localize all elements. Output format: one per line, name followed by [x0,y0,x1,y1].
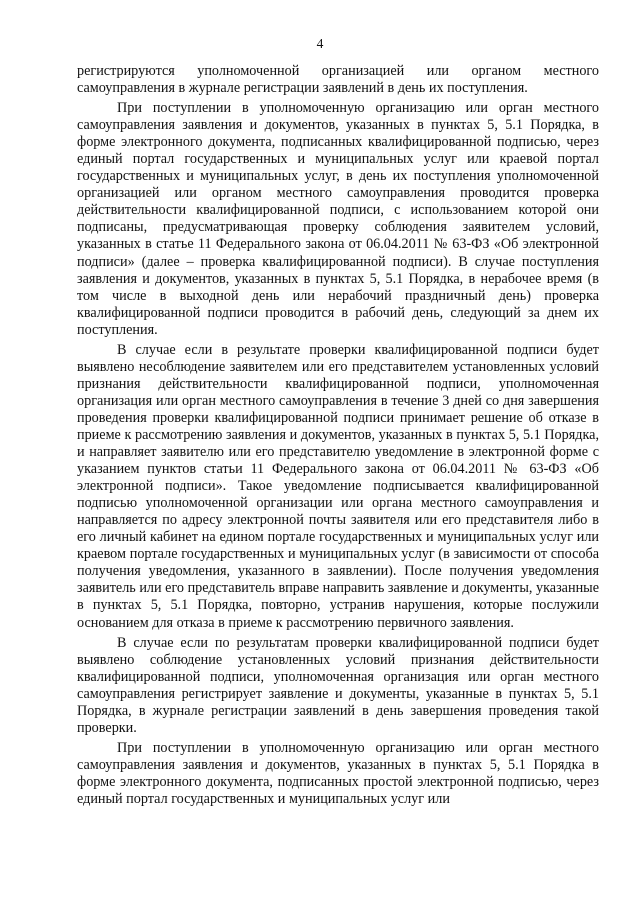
paragraph: В случае если в результате проверки квалифицированной подписи будет выявлено несоблюдение заявителем или его представителем установленных условий признания действительности квалифицированной подписи, уполномоченная организация или орган местного самоуправления в течение 3 дней со дня завершения проведения проверки квалифицированной подписи принимает решение об отказе в приеме к рассмотрению заявления и документов, указанных в пунктах 5, 5.1 Порядка, и направляет заявителю или его представителю уведомление в электронной форме с указанием пунктов статьи 11 Федерального закона от 06.04.2011 № 63-ФЗ «Об электронной подписи». Такое уведомление подписывается квалифицированной подписью уполномоченной организации или органа местного самоуправления и направляется по адресу электронной почты заявителя или его представителя либо в его личный кабинет на едином портале государственных и муниципальных услуг или краевом портале государственных и муниципальных услуг (в зависимости от способа получения уведомления, указанного в заявлении). После получения уведомления заявитель или его представитель вправе направить заявление и документы, указанные в пунктах 5, 5.1 Порядка, повторно, устранив нарушения, которые послужили основанием для отказа в приеме к рассмотрению первичного заявления. [77,341,599,631]
document-body [77,63,599,808]
paragraph: В случае если по результатам проверки квалифицированной подписи будет выявлено соблюдение установленных условий признания действительности квалифицированной подписи, уполномоченная организация или орган местного самоуправления регистрирует заявление и документы, указанные в пунктах 5, 5.1 Порядка, в журнале регистрации заявлений в день завершения проведения такой проверки. [77,634,599,736]
paragraph: При поступлении в уполномоченную организацию или орган местного самоуправления заявления и документов, указанных в пунктах 5, 5.1 Порядка, в форме электронного документа, подписанных квалифицированной подписью, через единый портал государственных и муниципальных услуг или краевой портал государственных и муниципальных услуг, в день их поступления уполномоченной организацией или органом местного самоуправления проводится проверка действительности квалифицированной подписи, с использованием которой они подписаны, предусматривающая проверку соблюдения заявителем условий, указанных в статье 11 Федерального закона от 06.04.2011 № 63-ФЗ «Об электронной подписи» (далее – проверка квалифицированной подписи). В случае поступления заявления и документов, указанных в пунктах 5, 5.1 Порядка, в нерабочее время (в том числе в выходной день или нерабочий праздничный день) проверка квалифицированной подписи проводится в рабочий день, следующий за днем их поступления. [77,100,599,338]
paragraph: При поступлении в уполномоченную организацию или орган местного самоуправления заявления и документов, указанных в пунктах 5, 5.1 Порядка в форме электронного документа, подписанных простой электронной подписью, через единый портал государственных и муниципальных услуг или [77,739,599,807]
paragraph-continued: регистрируются уполномоченной организацией или органом местного самоуправления в журнале регистрации заявлений в день их поступления. [77,63,599,97]
page-number: 4 [316,36,324,51]
